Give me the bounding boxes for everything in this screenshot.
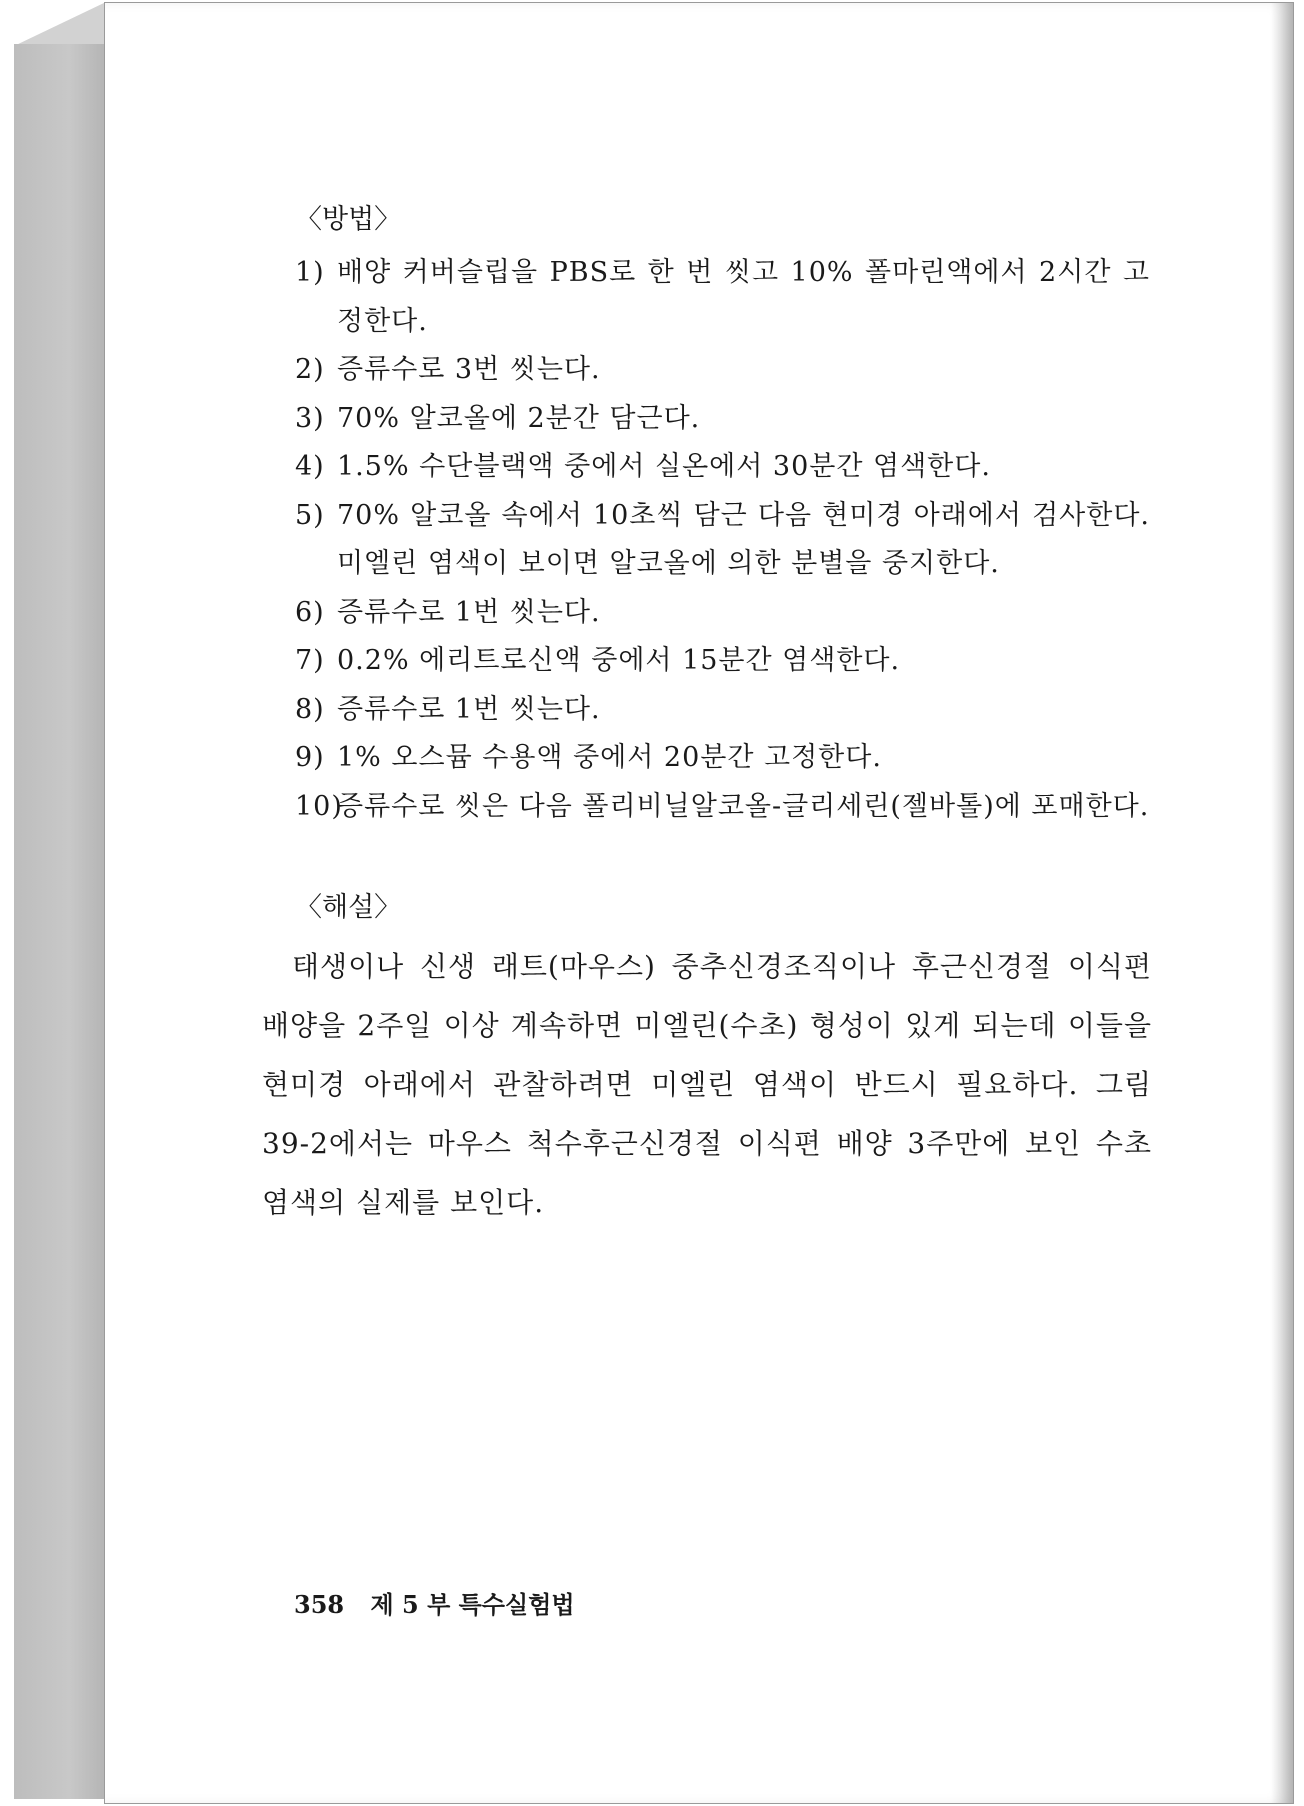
step-text: 70% 알코올 속에서 10초씩 담근 다음 현미경 아래에서 검사한다. 미엘린 염색이 보이면 알코올에 의한 분별을 중지한다.	[337, 499, 1150, 579]
method-step	[295, 492, 1150, 589]
method-steps	[160, 249, 1150, 831]
method-step	[295, 783, 1150, 832]
book-spine-top	[14, 2, 106, 46]
method-step	[295, 686, 1150, 735]
running-section-title: 제 5 부 특수실험법	[370, 1590, 575, 1619]
method-step	[295, 734, 1150, 783]
step-text: 증류수로 1번 씻는다.	[337, 693, 601, 725]
page-number: 358	[294, 1590, 345, 1619]
method-step	[295, 443, 1150, 492]
method-step	[295, 346, 1150, 395]
step-text: 배양 커버슬립을 PBS로 한 번 씻고 10% 폴마린액에서 2시간 고정한다.	[337, 257, 1150, 337]
step-text: 1% 오스뮴 수용액 중에서 20분간 고정한다.	[337, 742, 882, 773]
step-text: 증류수로 3번 씻는다.	[337, 354, 601, 385]
method-step	[295, 395, 1150, 444]
commentary-paragraph: 태생이나 신생 래트(마우스) 중추신경조직이나 후근신경절 이식편 배양을 2주일 이상 계속하면 미엘린(수초) 형성이 있게 되는데 이들을 현미경 아래에서 관찰하려면 미엘린 염색이 반드시 필요하다. 그림 39-2에서는 마우스 척수후근신경절 이식편 배양 3주만에 보인 수초 염색의 실제를 보인다.	[262, 950, 1152, 1219]
step-number: 5)	[295, 499, 325, 531]
book-spine	[14, 44, 106, 1799]
method-heading: 〈방법〉	[295, 204, 402, 235]
step-text: 증류수로 1번 씻는다.	[337, 596, 601, 628]
section-gap	[160, 831, 1150, 883]
step-text: 0.2% 에리트로신액 중에서 15분간 염색한다.	[337, 645, 901, 676]
step-text: 1.5% 수단블랙액 중에서 실온에서 30분간 염색한다.	[337, 451, 991, 482]
method-step	[295, 589, 1150, 638]
step-number: 2)	[295, 354, 325, 385]
step-number: 8)	[295, 693, 325, 725]
step-number: 3)	[295, 402, 325, 434]
step-number: 1)	[295, 257, 325, 288]
method-step	[295, 637, 1150, 686]
method-step	[295, 249, 1150, 346]
step-number: 4)	[295, 451, 325, 482]
page-content	[160, 195, 1150, 1232]
page-edge-shadow	[1271, 3, 1293, 1803]
page-footer	[294, 1585, 575, 1620]
step-text: 증류수로 씻은 다음 폴리비닐알코올-글리세린(젤바톨)에 포매한다.	[337, 790, 1150, 822]
step-number: 10)	[295, 790, 343, 822]
commentary-heading: 〈해설〉	[295, 892, 402, 923]
step-number: 6)	[295, 596, 325, 628]
step-text: 70% 알코올에 2분간 담근다.	[337, 402, 701, 434]
step-number: 9)	[295, 742, 325, 773]
step-number: 7)	[295, 645, 325, 676]
